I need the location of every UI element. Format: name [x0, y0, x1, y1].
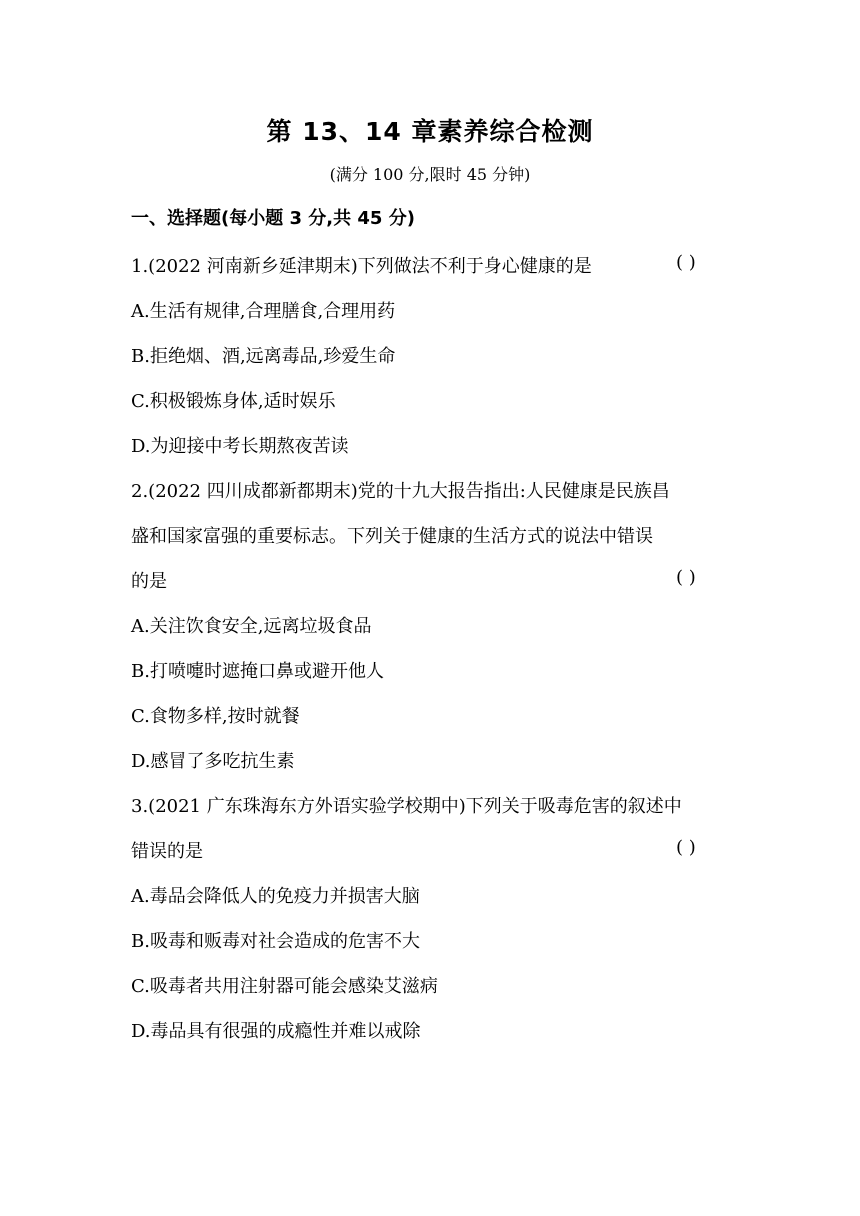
question-3-option-a: A.毒品会降低人的免疫力并损害大脑 [131, 886, 420, 907]
question-2-option-c: C.食物多样,按时就餐 [131, 706, 300, 727]
question-2-option-a: A.关注饮食安全,远离垃圾食品 [131, 616, 372, 637]
question-1-option-c: C.积极锻炼身体,适时娱乐 [131, 391, 336, 412]
exam-info: (满分 100 分,限时 45 分钟) [329, 165, 531, 184]
question-2-stem-line: 的是 [131, 571, 167, 592]
question-1-option-d: D.为迎接中考长期熬夜苦读 [131, 436, 349, 457]
page-title: 第 13、14 章素养综合检测 [266, 117, 594, 146]
question-3-option-b: B.吸毒和贩毒对社会造成的危害不大 [131, 931, 420, 952]
section-heading: 一、选择题(每小题 3 分,共 45 分) [131, 208, 415, 229]
question-3-stem-line: 3.(2021 广东珠海东方外语实验学校期中)下列关于吸毒危害的叙述中 [131, 796, 682, 817]
answer-blank-1: ( ) [676, 252, 696, 273]
answer-blank-3: ( ) [676, 837, 696, 858]
question-2-option-d: D.感冒了多吃抗生素 [131, 751, 295, 772]
question-3-option-c: C.吸毒者共用注射器可能会感染艾滋病 [131, 976, 438, 997]
question-1-stem: 1.(2022 河南新乡延津期末)下列做法不利于身心健康的是 [131, 256, 592, 277]
answer-blank-2: ( ) [676, 567, 696, 588]
question-3-stem-line: 错误的是 [131, 841, 203, 862]
question-2-stem-line: 2.(2022 四川成都新都期末)党的十九大报告指出:人民健康是民族昌 [131, 481, 670, 502]
question-2-option-b: B.打喷嚏时遮掩口鼻或避开他人 [131, 661, 384, 682]
question-1-option-b: B.拒绝烟、酒,远离毒品,珍爱生命 [131, 346, 396, 367]
question-3-option-d: D.毒品具有很强的成瘾性并难以戒除 [131, 1021, 421, 1042]
question-1-option-a: A.生活有规律,合理膳食,合理用药 [131, 301, 396, 322]
question-2-stem-line: 盛和国家富强的重要标志。下列关于健康的生活方式的说法中错误 [131, 526, 653, 547]
